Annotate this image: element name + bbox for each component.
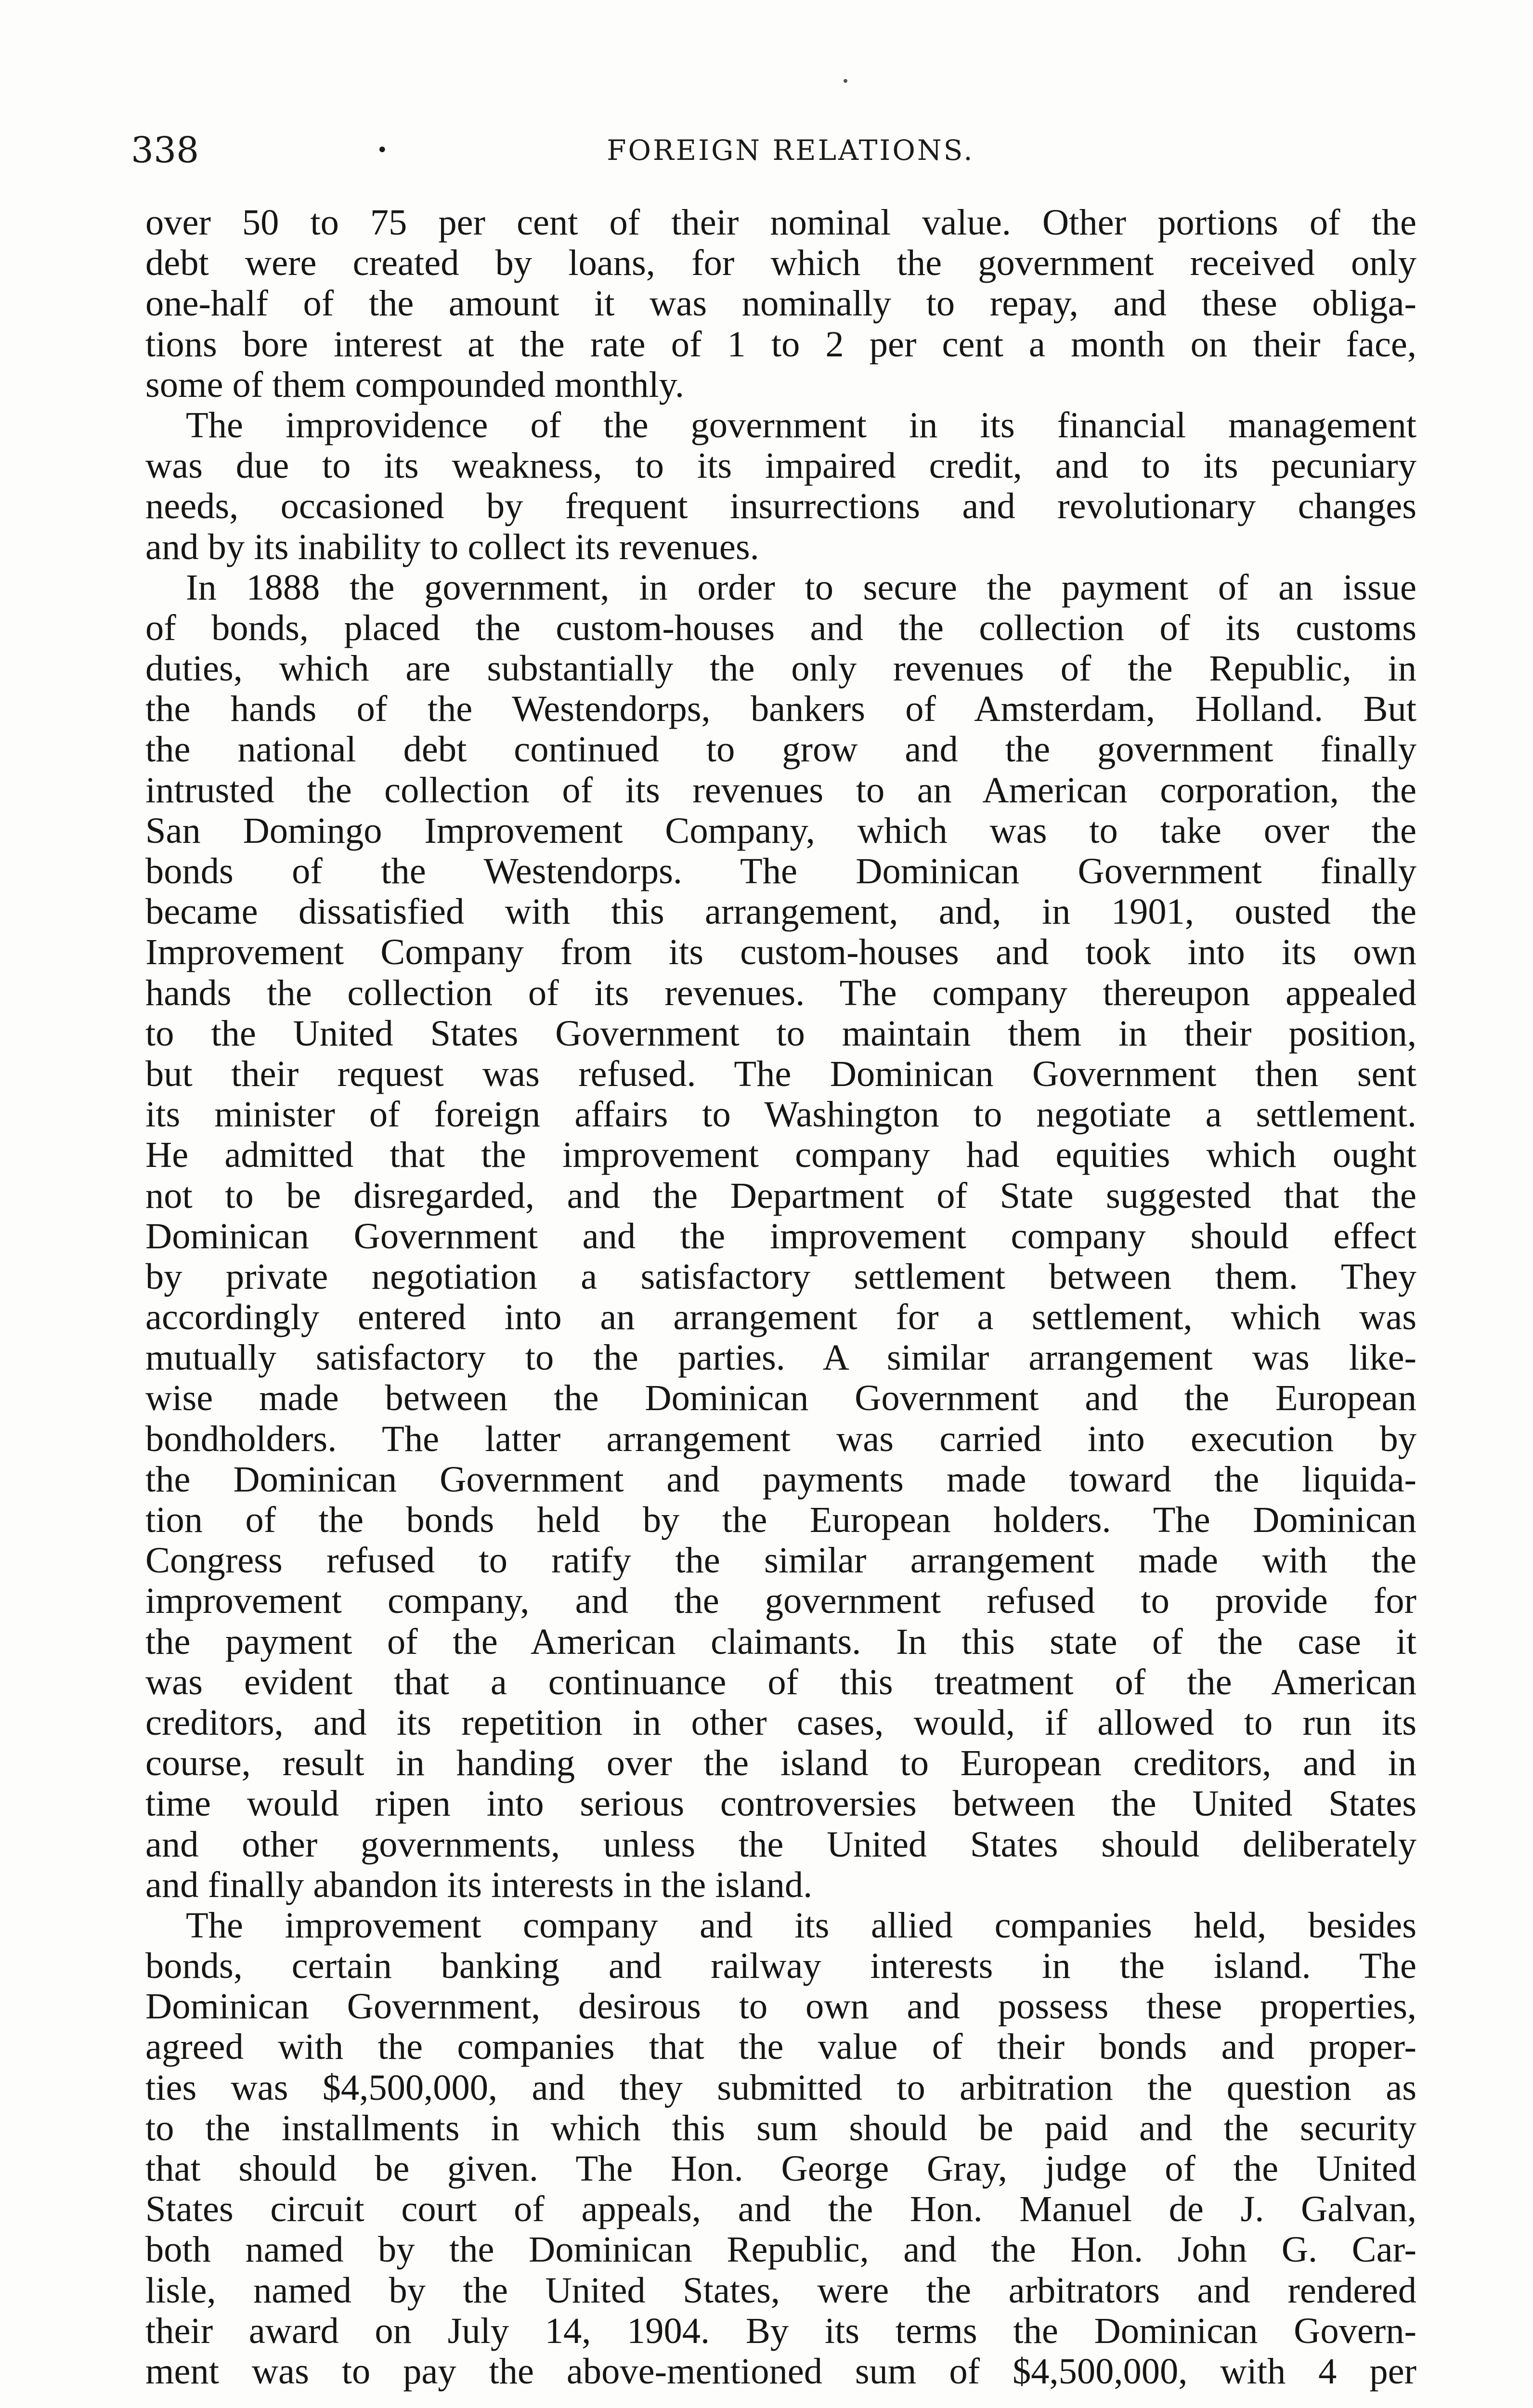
text-line: ment was to pay the above-mentioned sum of $4,500,000, with 4 per [145,2350,1416,2392]
text-line: was due to its weakness, to its impaired credit, and to its pecuniary [145,445,1416,486]
paragraph-first-line: The improvidence of the government in its financial management [186,404,1416,445]
text-line: debt were created by loans, for which the government received only [145,242,1416,284]
text-line: not to be disregarded, and the Department of State suggested that the [145,1175,1416,1216]
text-line: of bonds, placed the custom-houses and the collection of its customs [145,607,1416,648]
text-line: duties, which are substantially the only revenues of the Republic, in [145,648,1416,689]
text-line: to the installments in which this sum should be paid and the security [145,2107,1416,2148]
text-line: tions bore interest at the rate of 1 to 2 per cent a month on their face, [145,323,1416,365]
text-line: their award on July 14, 1904. By its terms the Dominican Govern- [145,2310,1416,2351]
text-line: bondholders. The latter arrangement was carried into execution by [145,1418,1416,1459]
text-line: was evident that a continuance of this treatment of the American [145,1661,1416,1702]
text-line: States circuit court of appeals, and the Hon. Manuel de J. Galvan, [145,2188,1416,2230]
text-line: the Dominican Government and payments made toward the liquida- [145,1458,1416,1500]
text-line: Dominican Government, desirous to own and possess these properties, [145,1986,1416,2027]
text-line: wise made between the Dominican Government and the European [145,1377,1416,1419]
text-line: Congress refused to ratify the similar arrangement made with the [145,1540,1416,1581]
text-line: tion of the bonds held by the European holders. The Dominican [145,1499,1416,1540]
text-line: to the United States Government to maintain them in their position, [145,1012,1416,1054]
text-line: San Domingo Improvement Company, which was to take over the [145,810,1416,851]
text-line: and finally abandon its interests in the island. [145,1864,813,1905]
text-line: both named by the Dominican Republic, and the Hon. John G. Car- [145,2229,1416,2270]
text-line: ties was $4,500,000, and they submitted to arbitration the question as [145,2067,1416,2108]
text-line: but their request was refused. The Dominican Government then sent [145,1053,1416,1094]
text-line: Dominican Government and the improvement company should effect [145,1215,1416,1256]
text-line: one-half of the amount it was nominally to repay, and these obliga- [145,283,1416,324]
text-line: bonds of the Westendorps. The Dominican Government finally [145,851,1416,891]
text-line: improvement company, and the government refused to provide for [145,1580,1416,1622]
text-line: needs, occasioned by frequent insurrections and revolutionary changes [145,485,1416,527]
text-line: lisle, named by the United States, were the arbitrators and rendered [145,2269,1416,2311]
page-number: 338 [131,130,199,171]
text-line: course, result in handing over the island to European creditors, and in [145,1742,1416,1784]
text-line: He admitted that the improvement company had equities which ought [145,1134,1416,1176]
text-line: the payment of the American claimants. In this state of the case it [145,1621,1416,1662]
text-line: the hands of the Westendorps, bankers of Amsterdam, Holland. But [145,688,1416,730]
text-line: by private negotiation a satisfactory settlement between them. They [145,1256,1416,1297]
text-line: that should be given. The Hon. George Gray, judge of the United [145,2148,1416,2189]
text-line: intrusted the collection of its revenues to an American corporation, the [145,769,1416,811]
text-line: accordingly entered into an arrangement for a settlement, which was [145,1296,1416,1338]
text-line: the national debt continued to grow and the government finally [145,729,1416,770]
page-header [131,126,1421,174]
text-line: agreed with the companies that the value of their bonds and proper- [145,2026,1416,2068]
text-line: its minister of foreign affairs to Washington to negotiate a settlement. [145,1094,1416,1135]
text-line: Improvement Company from its custom-houses and took into its own [145,931,1416,973]
body-text [145,202,1416,2392]
text-line: and by its inability to collect its revenues. [145,526,759,567]
paragraph-first-line: The improvement company and its allied companies held, besides [186,1904,1416,1946]
running-head: FOREIGN RELATIONS. [607,134,974,167]
text-line: became dissatisfied with this arrangement, and, in 1901, ousted the [145,891,1416,932]
text-line: hands the collection of its revenues. The company thereupon appealed [145,972,1416,1013]
text-line: some of them compounded monthly. [145,364,684,405]
text-line: bonds, certain banking and railway interests in the island. The [145,1945,1416,1987]
text-line: mutually satisfactory to the parties. A similar arrangement was like- [145,1337,1416,1378]
text-line: time would ripen into serious controversies between the United States [145,1783,1416,1824]
paragraph-first-line: In 1888 the government, in order to secure the payment of an issue [186,566,1416,608]
text-line: and other governments, unless the United States should deliberately [145,1823,1416,1865]
text-line: creditors, and its repetition in other cases, would, if allowed to run its [145,1701,1416,1743]
printer-mark: • [377,139,388,161]
scan-speck [844,79,847,83]
text-line: over 50 to 75 per cent of their nominal value. Other portions of the [145,202,1416,243]
